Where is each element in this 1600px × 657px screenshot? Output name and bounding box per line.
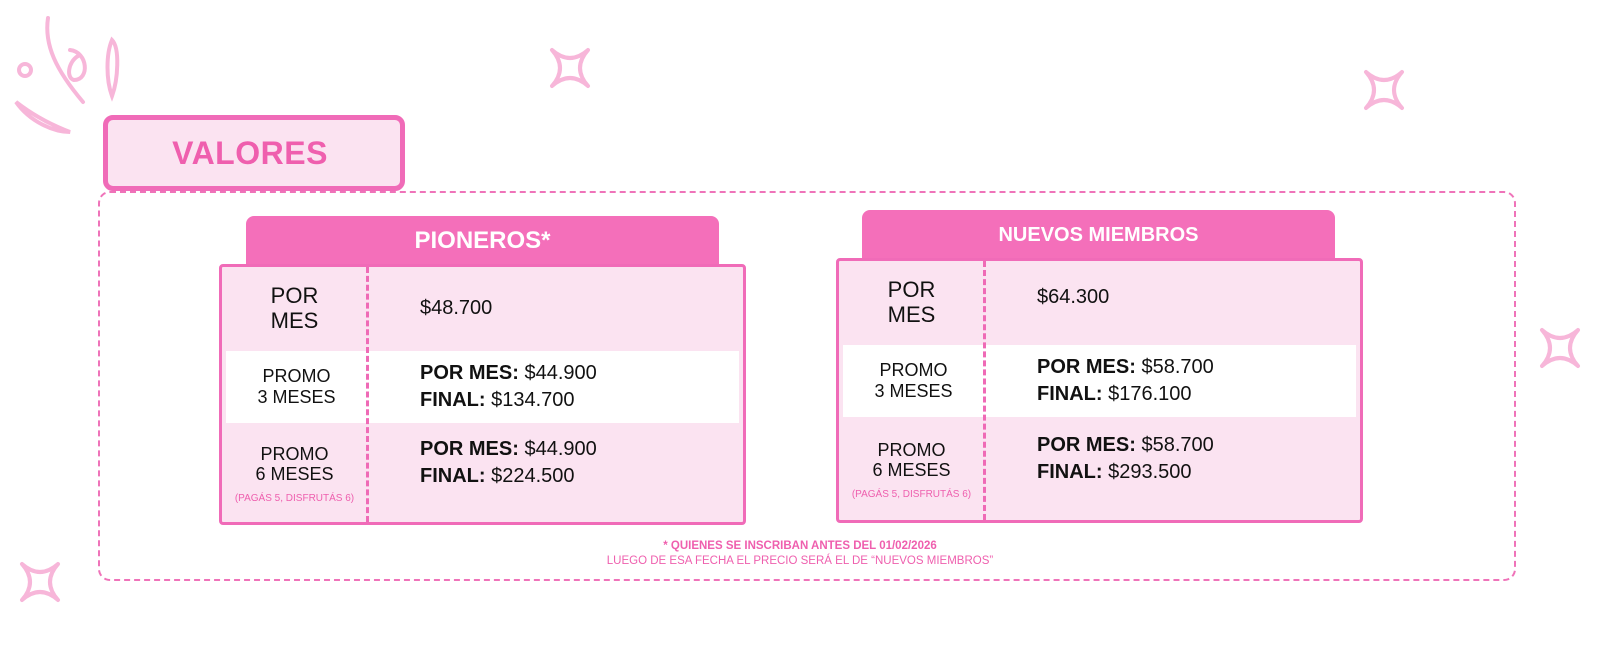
page-title-tab bbox=[103, 115, 405, 191]
row-label: POR MES bbox=[887, 276, 936, 327]
table-row bbox=[839, 417, 1360, 523]
footnote: * QUIENES SE INSCRIBAN ANTES DEL 01/02/2026 LUEGO DE ESA FECHA EL PRECIO SERÁ EL DE “NUEVOS MIEMBROS” bbox=[606, 540, 994, 567]
table-row bbox=[222, 423, 743, 525]
page-title: VALORES bbox=[172, 134, 328, 171]
row-price: $64.300 bbox=[1037, 285, 1110, 308]
table-row bbox=[226, 351, 739, 423]
card-header: PIONEROS* bbox=[246, 216, 719, 266]
row-price: $48.700 bbox=[420, 296, 493, 319]
card-table bbox=[836, 258, 1363, 523]
row-price: POR MES: $58.700 FINAL: $293.500 bbox=[1037, 434, 1214, 483]
card-table bbox=[219, 264, 746, 525]
column-divider bbox=[983, 261, 986, 520]
sparkle-star-icon bbox=[1362, 68, 1406, 112]
row-price: POR MES: $44.900 FINAL: $224.500 bbox=[420, 438, 597, 487]
row-label: PROMO 3 MESES bbox=[874, 360, 953, 401]
row-price: POR MES: $58.700 FINAL: $176.100 bbox=[1037, 356, 1214, 405]
card-header: NUEVOS MIEMBROS bbox=[862, 210, 1335, 260]
sparkle-star-icon bbox=[548, 46, 592, 90]
row-price: POR MES: $44.900 FINAL: $134.700 bbox=[420, 362, 597, 411]
sparkle-star-icon bbox=[1538, 326, 1582, 370]
row-label: POR MES bbox=[270, 282, 319, 333]
row-label: PROMO 6 MESES (PAGÁS 5, DISFRUTÁS 6) bbox=[851, 439, 972, 500]
table-row bbox=[843, 345, 1356, 417]
column-divider bbox=[366, 267, 369, 522]
row-label: PROMO 3 MESES bbox=[257, 366, 336, 407]
table-row bbox=[222, 267, 743, 349]
row-label: PROMO 6 MESES (PAGÁS 5, DISFRUTÁS 6) bbox=[234, 443, 355, 504]
table-row bbox=[839, 261, 1360, 343]
